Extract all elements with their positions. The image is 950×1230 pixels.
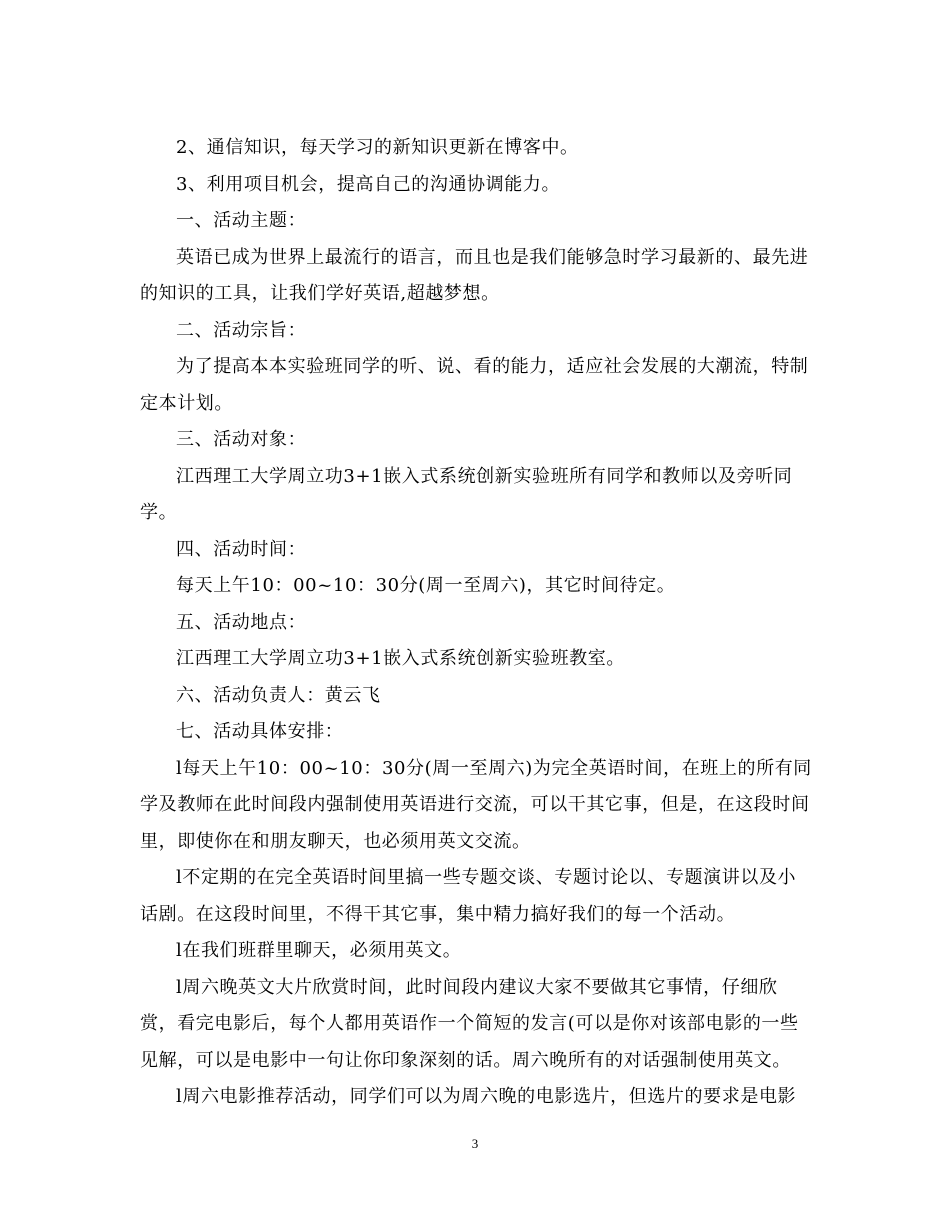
heading-activity-target: 三、活动对象：: [176, 429, 307, 450]
list-item-special-topics: l不定期的在完全英语时间里搞一些专题交谈、专题讨论以、专题演讲以及小话剧。在这段时间里，不得干其它事，集中精力搞好我们的每一个活动。: [140, 867, 797, 925]
paragraph-activity-target: 江西理工大学周立功3+1嵌入式系统创新实验班所有同学和教师以及旁听同学。: [140, 465, 793, 523]
paragraph-activity-purpose: 为了提高本本实验班同学的听、说、看的能力，适应社会发展的大潮流，特制定本计划。: [140, 356, 809, 414]
heading-activity-leader: 六、活动负责人：黄云飞: [176, 684, 381, 706]
list-item-saturday-movie: l周六晚英文大片欣赏时间，此时间段内建议大家不要做其它事情，仔细欣赏，看完电影后，每个人都用英语作一个简短的发言(可以是你对该部电影的一些见解，可以是电影中一句让你印象深刻的话。周六晚所有的对话强制使用英文。: [140, 976, 799, 1071]
paragraph-communication-skills: 3、利用项目机会，提高自己的沟通协调能力。: [176, 173, 561, 195]
heading-activity-time: 四、活动时间：: [176, 538, 307, 560]
paragraph-activity-time: 每天上午10：00~10：30分(周一至周六)，其它时间待定。: [176, 575, 676, 596]
paragraph-activity-theme: 英语已成为世界上最流行的语言，而且也是我们能够急时学习最新的、最先进的知识的工具，让我们学好英语,超越梦想。: [140, 246, 809, 304]
heading-activity-location: 五、活动地点：: [176, 611, 307, 633]
paragraph-blog-knowledge: 2、通信知识，每天学习的新知识更新在博客中。: [176, 137, 579, 158]
heading-activity-purpose: 二、活动宗旨：: [176, 319, 307, 341]
list-item-english-time: l每天上午10：00~10：30分(周一至周六)为完全英语时间，在班上的所有同学及教师在此时间段内强制使用英语进行交流，可以干其它事，但是，在这段时间里，即使你在和朋友聊天，也必须用英文交流。: [140, 757, 812, 852]
list-item-class-group-chat: l在我们班群里聊天，必须用英文。: [176, 940, 462, 961]
paragraph-activity-location: 江西理工大学周立功3+1嵌入式系统创新实验班教室。: [176, 648, 625, 669]
heading-activity-arrangement: 七、活动具体安排：: [176, 721, 344, 742]
heading-activity-theme: 一、活动主题：: [176, 210, 307, 231]
page-number: 3: [471, 1136, 479, 1151]
document-body: [140, 130, 812, 1116]
list-item-movie-recommendation: l周六电影推荐活动，同学们可以为周六晚的电影选片，但选片的要求是电影: [176, 1086, 797, 1107]
